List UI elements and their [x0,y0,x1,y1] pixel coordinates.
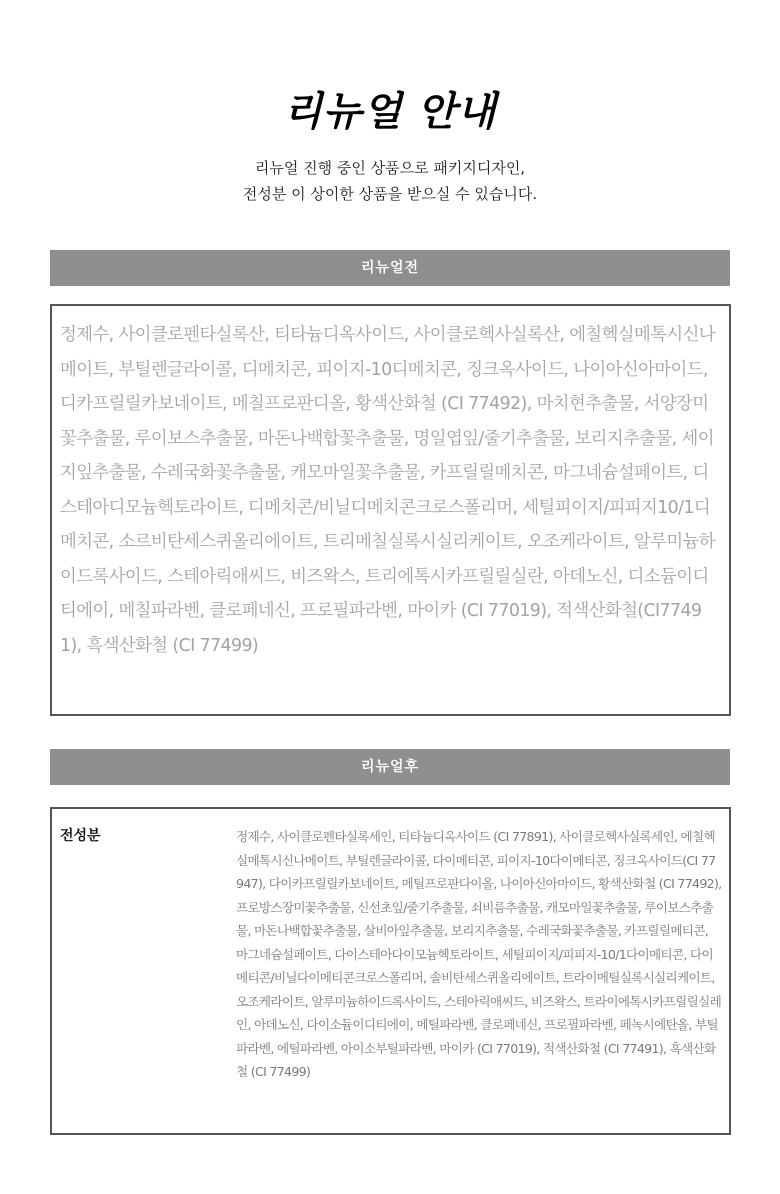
notice-line-1: 리뉴얼 진행 중인 상품으로 패키지디자인, [254,159,526,177]
ingredients-label: 전성분 [60,828,101,844]
before-renewal-heading: 리뉴얼전 [50,250,730,286]
after-ingredients-text: 정제수, 사이클로펜타실록세인, 티타늄디옥사이드 (CI 77891), 사이클로헥사실록세인, 에칠헥실메톡시신나메이트, 부틸렌글라이콜, 다이메티콘, 피이지-10다이메티콘, 징크옥사이드(CI 77947), 다이카프릴릴카보네이트, 메틸프로판다이올, 나이아신아마이드, 황색산화철 (CI 77492), 프로방스장미꽃추출물, 신선초잎/줄기추출물, 쇠비름추출물, 캐모마일꽃추출물, 루이보스추출물, 마돈나백합꽃추출물, 살비아잎추출물, 보리지추출물, 수레국화꽃추출물, 카프릴릴메티콘, 마그네슘설페이트, 다이스테아다이모늄헥토라이트, 세틸피이지/피피지-10/1다이메티콘, 다이메티콘/비닐다이메티콘크로스폴리머, 솔비탄세스퀴올리에이트, 트라이메틸실록시실리케이트, 오조케라이트, 알루미늄하이드록사이드, 스테아릭애씨드, 비즈왁스, 트라이에톡시카프릴릴실레인, 아데노신, 다이소듐이디티에이, 메틸파라벤, 클로페네신, 프로필파라벤, 페녹시에탄올, 부틸파라벤, 에틸파라벤, 아이소부틸파라벤, 마이카 (CI 77019), 적색산화철 (CI 77491), 흑색산화철 (CI 77499) [236,829,722,1079]
after-ingredients-box [50,807,731,1135]
before-ingredients-text: 정제수, 사이클로펜타실록산, 티타늄디옥사이드, 사이클로헥사실록산, 에칠헥실메톡시신나메이트, 부틸렌글라이콜, 디메치콘, 피이지-10디메치콘, 징크옥사이드, 나이아신아마이드, 디카프릴릴카보네이트, 메칠프로판디올, 황색산화철 (CI 77492), 마치현추출물, 서양장미꽃추출물, 루이보스추출물, 마돈나백합꽃추출물, 명일엽잎/줄기추출물, 보리지추출물, 세이지잎추출물, 수레국화꽃추출물, 캐모마일꽃추출물, 카프릴릴메치콘, 마그네슘설페이트, 디스테아디모늄헥토라이트, 디메치콘/비닐디메치콘크로스폴리머, 세틸피이지/피피지10/1디메치콘, 소르비탄세스퀴올리에이트, 트리메칠실록시실리케이트, 오조케라이트, 알루미늄하이드록사이드, 스테아릭애씨드, 비즈왁스, 트리에톡시카프릴릴실란, 아데노신, 디소듐이디티에이, 메칠파라벤, 클로페네신, 프로필파라벤, 마이카 (CI 77019), 적색산화철(CI77491), 흑색산화철 (CI 77499) [60,325,716,656]
before-ingredients-box [50,304,731,716]
page-title: 리뉴얼 안내 [283,89,497,135]
notice-line-2: 전성분 이 상이한 상품을 받으실 수 있습니다. [242,185,538,203]
renewal-notice [0,155,780,207]
after-renewal-heading: 리뉴얼후 [50,749,730,785]
